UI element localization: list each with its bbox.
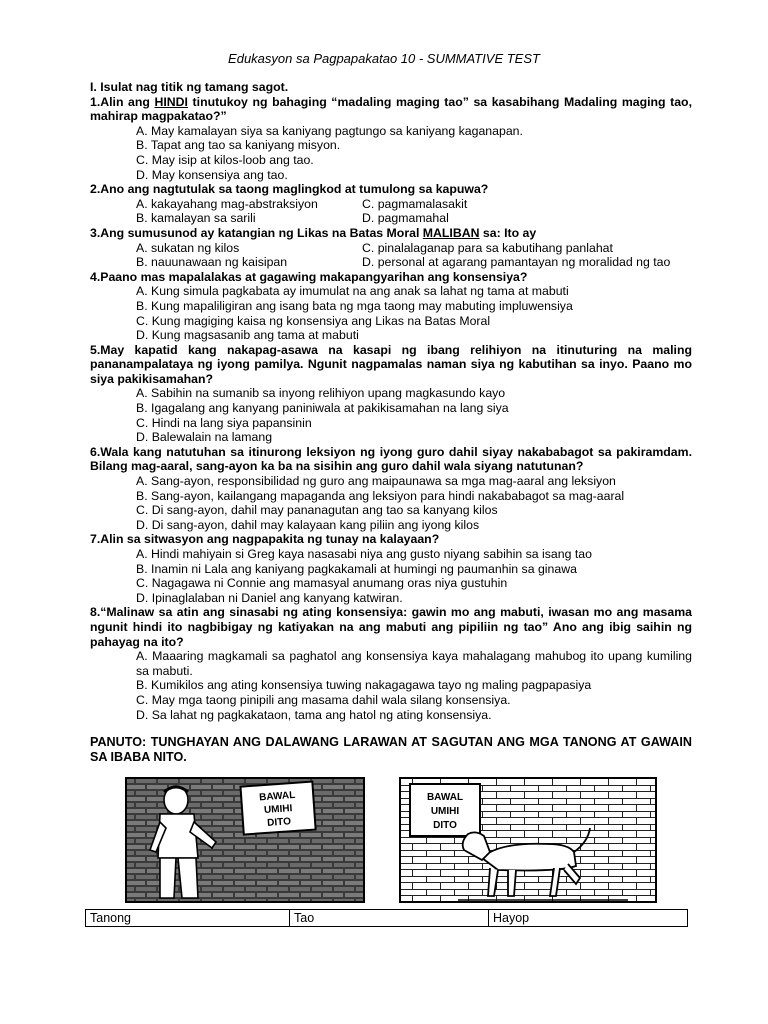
question-2-options [90,197,692,226]
question-7-option-b: B. Inamin ni Lala ang kaniyang pagkakamali at humingi ng paumanhin sa ginawa [136,561,577,576]
question-7: 7.Alin sa sitwasyon ang nagpapakita ng tunay na kalayaan? [90,532,440,547]
question-7-option-d: D. Ipinaglalaban ni Daniel ang kanyang katwiran. [136,590,403,605]
question-1-option-c: C. May isip at kilos-loob ang tao. [136,152,314,167]
question-3-text-end: sa: Ito ay [479,225,537,240]
answer-table [85,909,688,927]
sign-line-1: BAWAL [426,792,464,803]
question-1-option-b: B. Tapat ang tao sa kaniyang misyon. [136,138,341,153]
question-6-option-d: D. Di sang-ayon, dahil may kalayaan kang piliin ang iyong kilos [136,517,480,532]
question-1-option-a: A. May kamalayan siya sa kaniyang pagtungo sa kaniyang kaganapan. [136,123,523,138]
illustrations [122,772,662,906]
question-3-text-start: 3.Ang sumusunod ay katangian ng Likas na Batas Moral [90,225,423,240]
question-6-option-b: B. Sang-ayon, kailangang mapaganda ang leksiyon para hindi nakababagot sa mag-aaral [136,488,625,503]
test-body [90,80,692,765]
question-3-options [90,241,692,270]
question-3 [90,226,692,241]
question-1-text-start: 1.Alin ang [90,94,155,109]
question-5-option-d: D. Balewalain na lamang [136,430,273,445]
question-4-option-b: B. Kung mapaliligiran ang isang bata ng mga taong may mabuting impluwensiya [136,298,573,313]
section-heading: I. Isulat nag titik ng tamang sagot. [90,80,289,94]
question-8-option-c: C. May mga taong pinipili ang masama dahil wala silang konsensiya. [136,692,511,707]
question-3-option-c: C. pinalalaganap para sa kabutihang panlahat [362,240,613,255]
sign-line-2: UMIHI [430,806,460,817]
question-8-option-a: A. Maaaring magkamali sa paghatol ang konsensiya kaya mahalagang mahubog ito upang kumiling sa mabuti. [136,649,692,678]
question-8-option-b: B. Kumikilos ang ating konsensiya tuwing nakagagawa tayo ng maling pagpapasiya [136,678,592,693]
question-4-option-d: D. Kung magsasanib ang tama at mabuti [136,328,359,343]
question-2-option-a: A. kakayahang mag-abstraksiyon [136,196,318,211]
question-2: 2.Ano ang nagtutulak sa taong maglingkod at tumulong sa kapuwa? [90,182,489,197]
question-6: 6.Wala kang natutuhan sa itinurong leksiyon ng iyong guro dahil siyay nakababagot sa pakiramdam. Bilang mag-aaral, sang-ayon ka ba na sisihin ang guro dahil wala siyang natutunan? [90,444,692,474]
question-2-option-b: B. kamalayan sa sarili [136,211,256,226]
question-6-option-a: A. Sang-ayon, responsibilidad ng guro ang maipaunawa sa mga mag-aaral ang leksiyon [136,474,616,489]
question-7-option-c: C. Nagagawa ni Connie ang mamasyal anumang oras niya gustuhin [136,576,508,591]
question-7-option-a: A. Hindi mahiyain si Greg kaya nasasabi niya ang gusto niyang sabihin sa isang tao [136,547,592,561]
question-2-option-c: C. pagmamalasakit [362,196,468,211]
question-1-option-d: D. May konsensiya ang tao. [136,167,288,182]
question-4-option-a: A. Kung simula pagkabata ay imumulat na ang anak sa lahat ng tama at mabuti [136,284,569,299]
question-1 [90,95,692,124]
question-5-option-a: A. Sabihin na sumanib sa inyong relihiyon upang magkasundo kayo [136,386,506,401]
sign-line-2: UMIHI [263,803,293,817]
question-1-emphasis: HINDI [154,94,188,109]
question-3-option-a: A. sukatan ng kilos [136,240,240,255]
illustration-dog [398,772,660,906]
question-5-option-b: B. Igagalang ang kanyang paniniwala at pakikisamahan na lang siya [136,401,509,416]
question-5: 5.May kapatid kang nakapag-asawa na kasapi ng ibang relihiyon na itinuturing na maling pananampalataya ng iyong pamilya. Ngunit nagpamalas naman siya ng kabutihan sa inyo. Paano mo siya pakikisamahan? [90,342,692,386]
sign-line-1: BAWAL [258,789,296,804]
sign-line-3: DITO [433,820,457,831]
question-4-option-c: C. Kung magiging kaisa ng konsensiya ang Likas na Batas Moral [136,313,491,328]
table-header-row [86,910,688,927]
table-header-tao: Tao [290,910,489,927]
illustration-man [124,772,368,906]
table-header-hayop: Hayop [489,910,688,927]
question-8: 8.“Malinaw sa atin ang sinasabi ng ating konsensiya: gawin mo ang mabuti, iwasan mo ang masama ngunit hindi ito nagbibigay ng katiyakan na ang mabuti ang pipiliin ng tao” Ano ang ibig saihin ng pahayag na ito? [90,605,692,649]
document-title: Edukasyon sa Pagpapakatao 10 - SUMMATIVE TEST [228,51,540,66]
table-header-tanong: Tanong [86,910,290,927]
sign-line-3: DITO [266,816,292,829]
question-2-option-d: D. pagmamahal [362,211,449,226]
question-6-option-c: C. Di sang-ayon, dahil may pananagutan ang tao sa kanyang kilos [136,503,498,518]
directions: PANUTO: TUNGHAYAN ANG DALAWANG LARAWAN AT SAGUTAN ANG MGA TANONG AT GAWAIN SA IBABA NITO. [90,735,692,765]
question-4: 4.Paano mas mapalalakas at gagawing makapangyarihan ang konsensiya? [90,269,528,284]
question-8-option-d: D. Sa lahat ng pagkakataon, tama ang hatol ng ating konsensiya. [136,707,492,722]
question-3-option-d: D. personal at agarang pamantayan ng moralidad ng tao [362,255,671,270]
question-1-text-end: tinutukoy ng bahaging “madaling maging tao” sa kasabihang Madaling maging tao, mahirap magpakatao?” [90,94,692,124]
question-3-option-b: B. nauunawaan ng kaisipan [136,255,288,270]
question-3-emphasis: MALIBAN [422,225,480,240]
question-5-option-c: C. Hindi na lang siya papansinin [136,415,312,430]
